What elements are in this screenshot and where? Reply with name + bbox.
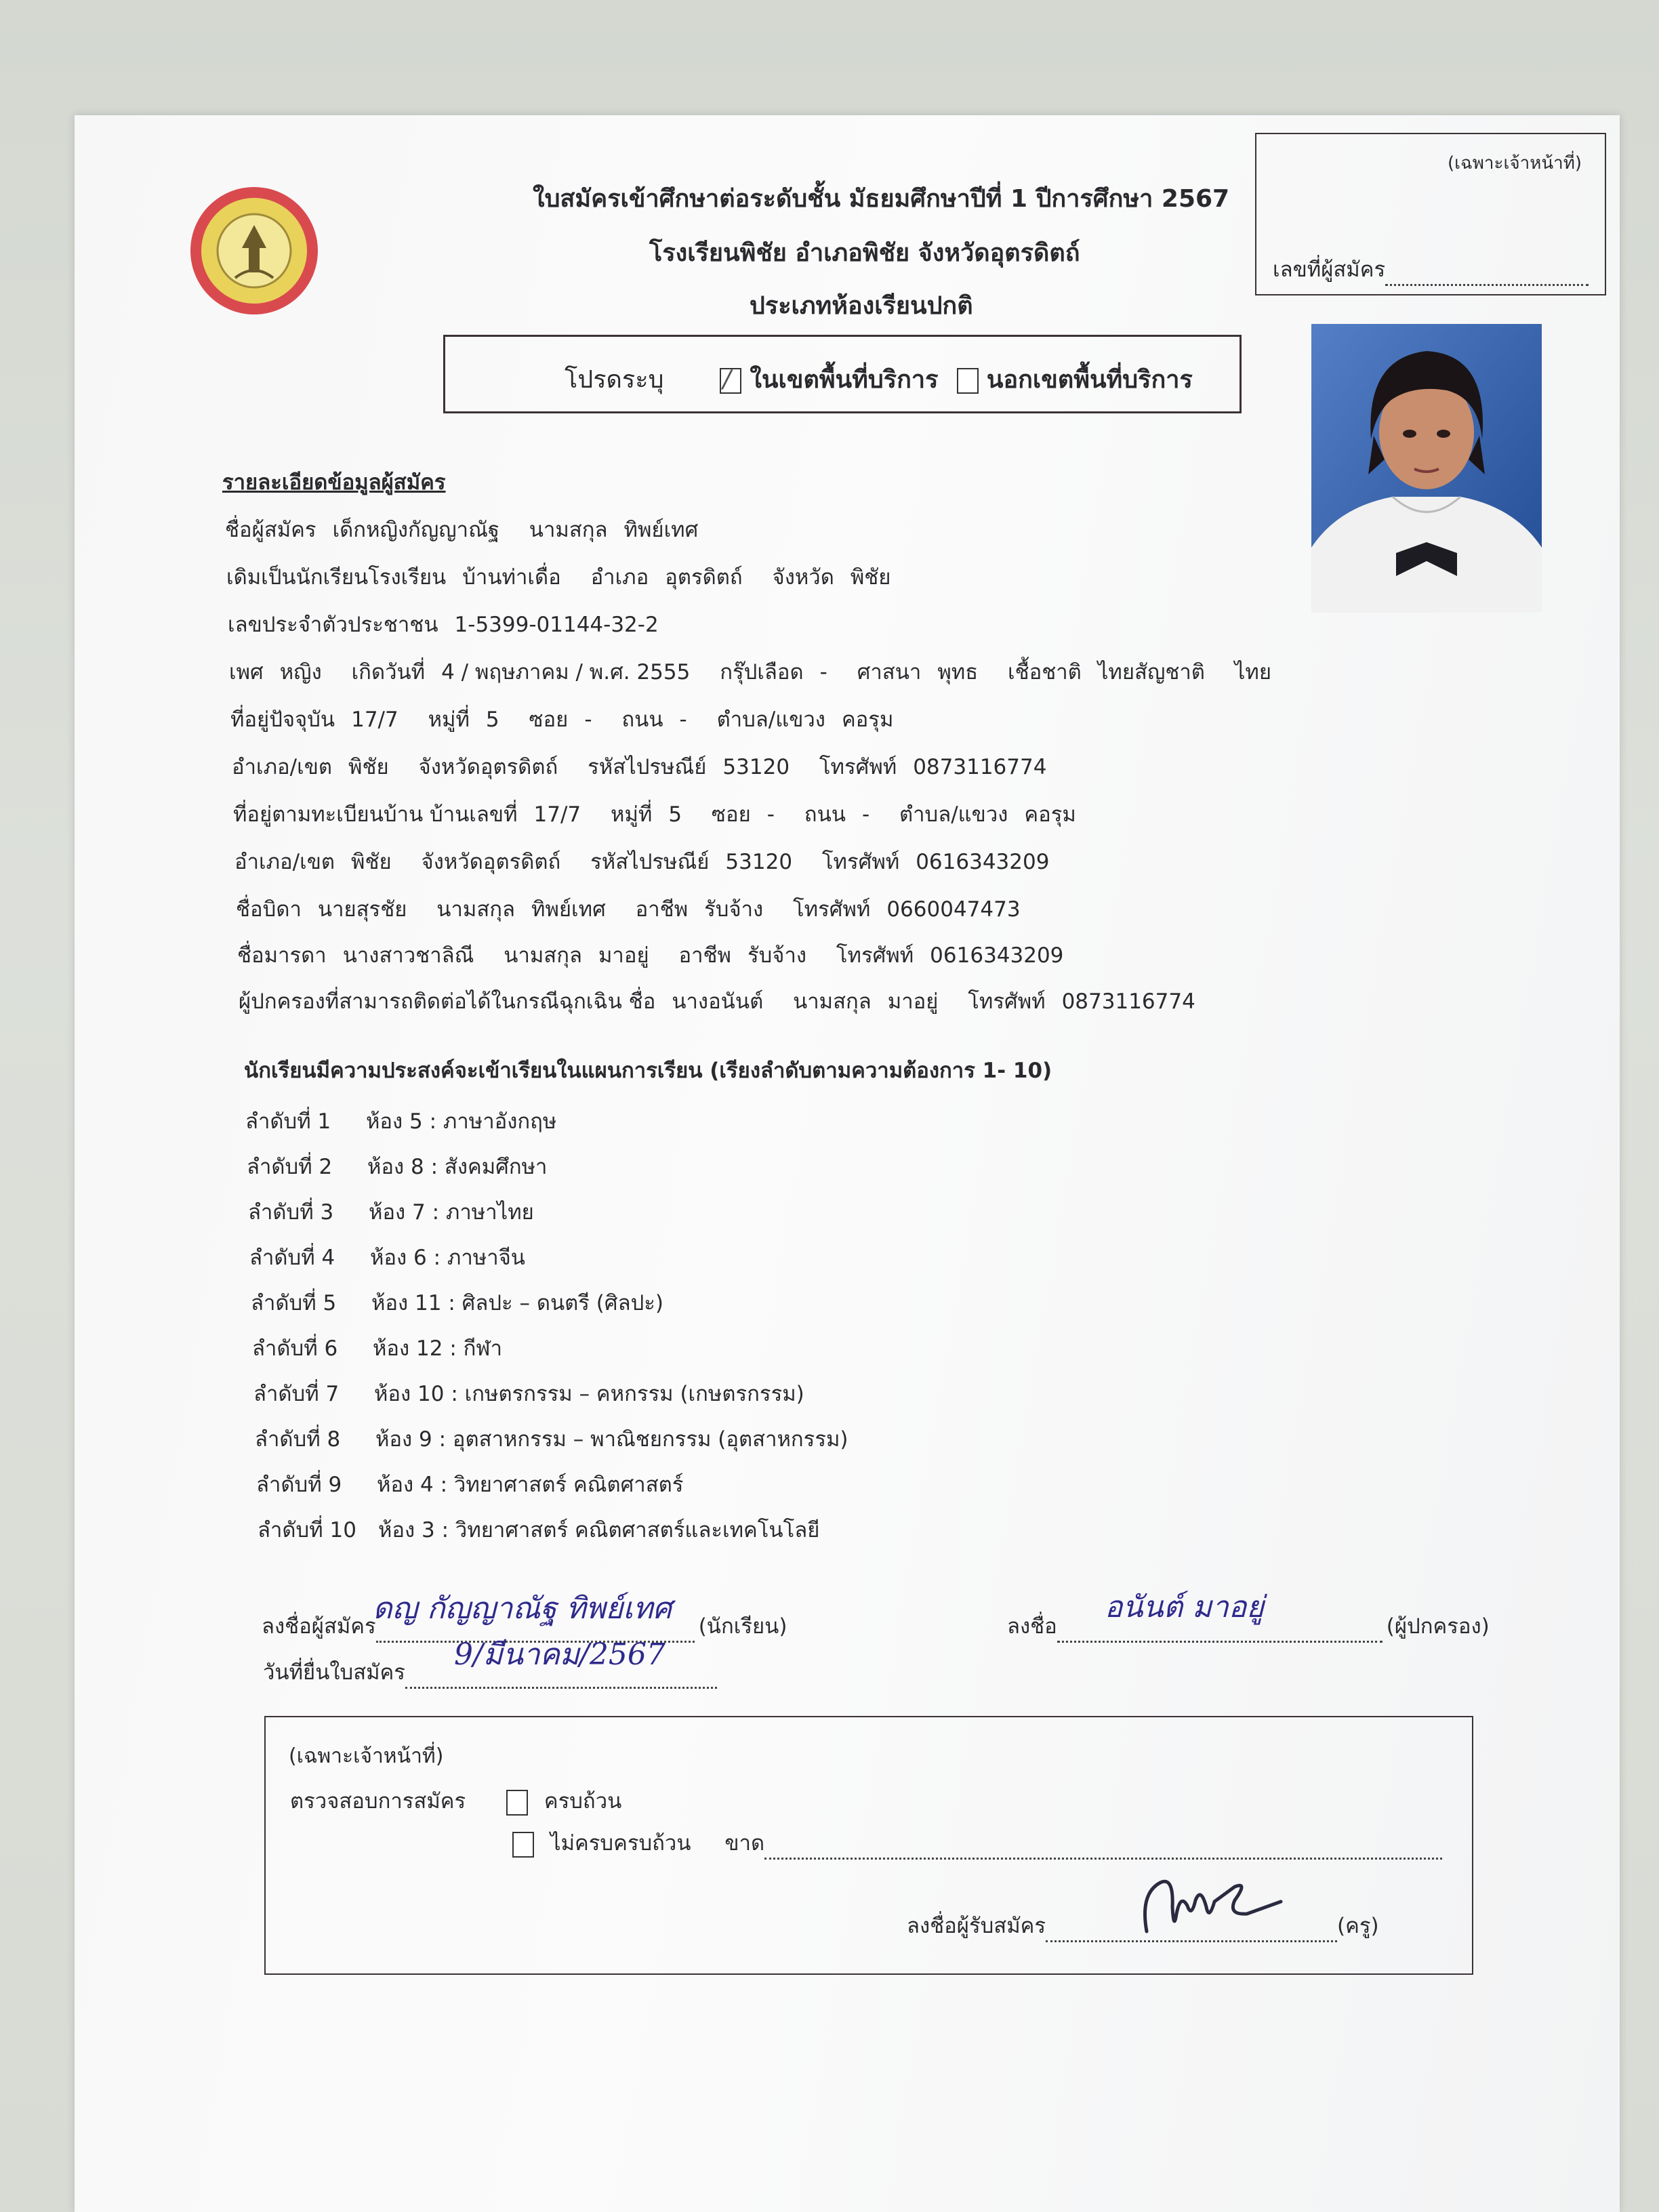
mother-row: ชื่อมารดา นางสาวชาลิณี นามสกุล มาอยู่ อาชีพ รับจ้าง โทรศัพท์ 0616343209: [237, 943, 1064, 968]
registered-address-row-2: อำเภอ/เขต พิชัย จังหวัดอุตรดิตถ์ รหัสไปรษณีย์ 53120 โทรศัพท์ 0616343209: [234, 850, 1050, 874]
incomplete-checkbox[interactable]: [512, 1832, 534, 1858]
preference-rank: ลำดับที่ 8: [255, 1427, 341, 1452]
preference-rank: ลำดับที่ 6: [252, 1336, 338, 1361]
out-area-checkbox[interactable]: [957, 368, 979, 394]
national-id: 1-5399-01144-32-2: [454, 613, 659, 637]
preference-rank: ลำดับที่ 4: [249, 1246, 335, 1270]
preference-rank: ลำดับที่ 7: [253, 1382, 340, 1406]
preference-rank: ลำดับที่ 5: [251, 1291, 337, 1315]
check-application-label: ตรวจสอบการสมัคร: [290, 1789, 466, 1814]
applicant-handwritten-signature: ดญ กัญญาณัฐ ทิพย์เทศ: [373, 1591, 672, 1626]
preference-item: [258, 1508, 848, 1553]
preference-item: [248, 1190, 848, 1235]
in-area-checkbox[interactable]: [720, 365, 741, 394]
preference-rank: ลำดับที่ 3: [248, 1200, 334, 1225]
preference-room: ห้อง 12 : กีฬา: [373, 1336, 503, 1361]
complete-checkbox[interactable]: [506, 1790, 528, 1816]
in-area-label: ในเขตพื้นที่บริการ: [750, 366, 939, 394]
submission-date-field[interactable]: วันที่ยื่นใบสมัคร: [263, 1655, 717, 1689]
applicant-photo: [1311, 324, 1542, 613]
previous-school-row: เดิมเป็นนักเรียนโรงเรียน บ้านท่าเดื่อ อำเภอ อุตรดิตถ์ จังหวัด พิชัย: [226, 565, 891, 590]
service-area-box: [443, 335, 1242, 413]
preferences-list: [245, 1099, 848, 1553]
current-address-row-2: อำเภอ/เขต พิชัย จังหวัดอุตรดิตถ์ รหัสไปรษณีย์ 53120 โทรศัพท์ 0873116774: [232, 755, 1047, 779]
school-seal-icon: [186, 183, 322, 319]
preference-rank: ลำดับที่ 10: [258, 1518, 356, 1542]
check-mark: /: [722, 365, 731, 393]
out-area-label: นอกเขตพื้นที่บริการ: [986, 366, 1193, 394]
form-title-line3: ประเภทห้องเรียนปกติ: [750, 292, 973, 320]
preference-room: ห้อง 10 : เกษตรกรรม – คหกรรม (เกษตรกรรม): [374, 1382, 804, 1406]
complete-label: ครบถ้วน: [544, 1789, 622, 1814]
receiver-signature-field[interactable]: ลงชื่อผู้รับสมัคร (ครู): [907, 1908, 1379, 1942]
preference-item: [249, 1235, 848, 1281]
preference-room: ห้อง 9 : อุตสาหกรรม – พาณิชยกรรม (อุตสาหกรรม): [375, 1427, 848, 1452]
preference-room: ห้อง 3 : วิทยาศาสตร์ คณิตศาสตร์และเทคโนโลยี: [378, 1518, 820, 1542]
preference-item: [251, 1281, 848, 1326]
guardian-handwritten-signature: อนันต์ มาอยู่: [1105, 1590, 1265, 1624]
preference-room: ห้อง 11 : ศิลปะ – ดนตรี (ศิลปะ): [371, 1291, 664, 1315]
guardian-signature-field[interactable]: ลงชื่อ (ผู้ปกครอง): [1007, 1609, 1490, 1643]
office-only-box: [1255, 133, 1606, 295]
preference-item: [247, 1145, 848, 1190]
applicant-signature-field[interactable]: ลงชื่อผู้สมัคร (นักเรียน): [262, 1609, 787, 1643]
preference-item: [253, 1372, 848, 1417]
form-title-line2: โรงเรียนพิชัย อำเภอพิชัย จังหวัดอุตรดิตถ์: [649, 239, 1080, 267]
preference-rank: ลำดับที่ 9: [256, 1473, 342, 1497]
applicant-surname: ทิพย์เทศ: [623, 518, 699, 542]
preference-item: [256, 1462, 848, 1508]
preference-room: ห้อง 6 : ภาษาจีน: [370, 1246, 525, 1270]
personal-info-row: เพศ หญิง เกิดวันที่ 4 / พฤษภาคม / พ.ศ. 2555 กรุ๊ปเลือด - ศาสนา พุทธ เชื้อชาติ ไทยสัญชาติ ไทย: [229, 660, 1271, 684]
applicant-number-label: เลขที่ผู้สมัคร: [1273, 258, 1386, 282]
receiver-handwritten-signature: [1133, 1866, 1289, 1941]
preferences-heading: นักเรียนมีความประสงค์จะเข้าเรียนในแผนการเรียน (เรียงลำดับตามความต้องการ 1- 10): [244, 1059, 1052, 1083]
submission-date-handwritten: 9/มีนาคม/2567: [454, 1637, 665, 1672]
applicant-name-row: ชื่อผู้สมัคร เด็กหญิงกัญญาณัฐ นามสกุล ทิพย์เทศ: [225, 518, 699, 542]
incomplete-label: ไม่ครบครบถ้วน: [550, 1831, 691, 1856]
section-title: รายละเอียดข้อมูลผู้สมัคร: [222, 470, 446, 495]
current-address-row: ที่อยู่ปัจจุบัน 17/7 หมู่ที่ 5 ซอย - ถนน - ตำบล/แขวง คอรุม: [230, 708, 894, 732]
missing-label: ขาด: [724, 1831, 765, 1856]
preference-item: [255, 1417, 848, 1462]
preference-room: ห้อง 8 : สังคมศึกษา: [367, 1155, 548, 1179]
preference-rank: ลำดับที่ 2: [247, 1155, 333, 1179]
office-check-note: (เฉพาะเจ้าหน้าที่): [289, 1744, 444, 1768]
applicant-name: เด็กหญิงกัญญาณัฐ: [332, 518, 499, 542]
preference-room: ห้อง 4 : วิทยาศาสตร์ คณิตศาสตร์: [377, 1473, 684, 1497]
form-title-line1: ใบสมัครเข้าศึกษาต่อระดับชั้น มัธยมศึกษาปีที่ 1 ปีการศึกษา 2567: [533, 185, 1230, 213]
office-only-note: (เฉพาะเจ้าหน้าที่): [1448, 153, 1582, 173]
office-check-box: [264, 1716, 1473, 1975]
application-form-paper: [75, 115, 1620, 2212]
missing-field[interactable]: [764, 1841, 1442, 1860]
preference-room: ห้อง 5 : ภาษาอังกฤษ: [366, 1109, 557, 1134]
preference-rank: ลำดับที่ 1: [245, 1109, 331, 1134]
guardian-row: ผู้ปกครองที่สามารถติดต่อได้ในกรณีฉุกเฉิน ชื่อ นางอนันต์ นามสกุล มาอยู่ โทรศัพท์ 0873116774: [239, 989, 1195, 1014]
preference-room: ห้อง 7 : ภาษาไทย: [369, 1200, 534, 1225]
national-id-row: เลขประจำตัวประชาชน 1-5399-01144-32-2: [228, 613, 659, 637]
registered-address-row: ที่อยู่ตามทะเบียนบ้าน บ้านเลขที่ 17/7 หมู่ที่ 5 ซอย - ถนน - ตำบล/แขวง คอรุม: [233, 802, 1076, 827]
preference-item: [252, 1326, 848, 1372]
father-row: ชื่อบิดา นายสุรชัย นามสกุล ทิพย์เทศ อาชีพ รับจ้าง โทรศัพท์ 0660047473: [236, 897, 1021, 922]
preference-item: [245, 1099, 848, 1145]
applicant-number-field[interactable]: [1273, 252, 1589, 286]
service-area-label: โปรดระบุ: [565, 366, 664, 394]
